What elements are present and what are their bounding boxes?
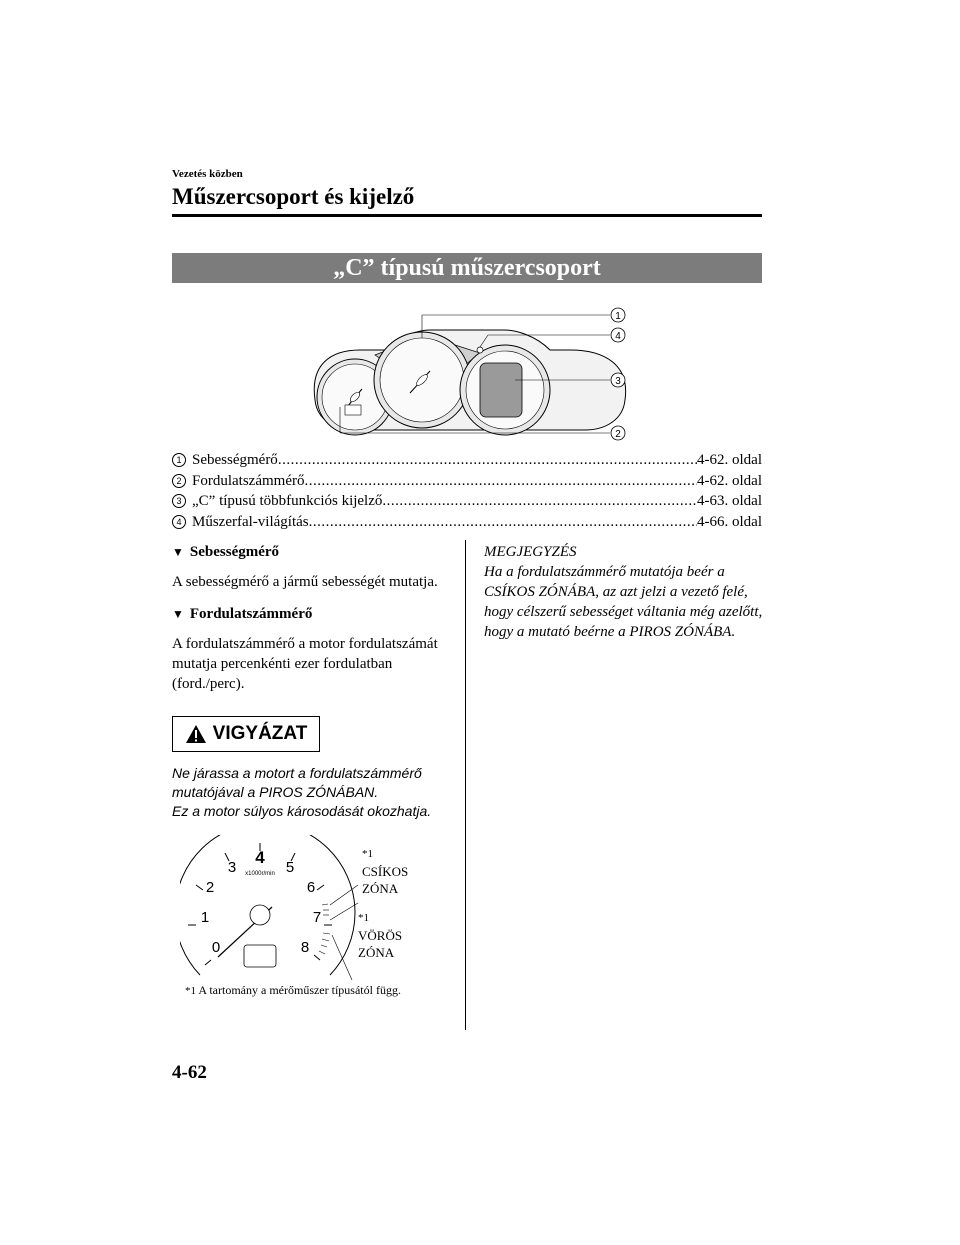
index-label: Fordulatszámmérő [192,472,305,489]
index-label: Műszerfal-világítás [192,513,309,530]
index-row [172,493,762,514]
tachometer-heading [172,604,457,624]
zone-footnote-mark: *1 [362,848,373,860]
tachometer-heading-text: Fordulatszámmérő [189,606,313,622]
note-block [484,542,769,642]
leader-dots [278,452,697,469]
left-column [172,542,457,706]
leader-dots [304,473,697,490]
warning-line-2: Ez a motor súlyos károsodását okozhatja. [172,803,432,819]
tachometer-diagram [180,835,380,985]
zone-footnote-mark: *1 [358,912,369,924]
footnote-text: A tartomány a mérőműszer típusától függ. [198,983,401,997]
speedometer-heading-text: Sebességmérő [189,544,280,560]
callout-3: 3 [615,376,621,387]
warning-text [172,764,457,821]
gauge-footnote [185,983,401,998]
leader-dots [382,493,697,510]
tick-4: 4 [255,848,265,867]
footnote-mark: *1 [185,985,196,997]
zone-label-line: CSÍKOS [362,864,409,879]
index-label: Sebességmérő [192,452,278,468]
note-text: Ha a fordulatszámmérő mutatója beér a CSÍKOS ZÓNÁBA, az azt jelzi a vezető felé, hogy célszerű sebességet váltania még azelőtt, hogy a mutató beérne a PIROS ZÓNÁBA. [484,564,763,640]
column-divider [465,540,466,1030]
triangle-down-icon: ▼ [172,545,184,559]
zone-label-line: ZÓNA [358,945,395,960]
callout-2: 2 [615,429,621,440]
striped-zone-label [362,846,408,897]
tick-7: 7 [312,909,322,926]
index-label: „C” típusú többfunkciós kijelző [192,493,383,509]
page-number: 4-62 [172,1062,207,1083]
red-zone-label [358,910,402,961]
index-number: 4 [172,515,186,529]
callout-1: 1 [615,311,621,322]
warning-line-1: Ne járassa a motort a fordulatszámmérő mutatójával a PIROS ZÓNÁBAN. [172,765,422,800]
component-index [172,452,762,534]
instrument-cluster-diagram [305,305,635,445]
warning-label: VIGYÁZAT [212,723,308,744]
tick-6: 6 [306,879,316,896]
index-number: 2 [172,474,186,488]
index-number: 1 [172,453,186,467]
triangle-down-icon: ▼ [172,607,184,621]
zone-label-line: VÖRÖS [358,928,403,943]
page-title: Műszercsoport és kijelző [172,184,415,209]
index-row [172,473,762,494]
index-page: 4-62. oldal [697,452,762,468]
warning-icon [185,724,207,744]
section-label: Vezetés közben [172,168,243,180]
index-page: 4-62. oldal [697,472,762,489]
index-page: 4-66. oldal [697,513,762,530]
index-row [172,452,762,473]
tick-5: 5 [285,859,295,876]
warning-badge [172,716,320,752]
leader-dots [309,514,697,531]
tick-2: 2 [205,879,215,896]
tick-8: 8 [300,939,310,956]
tick-3: 3 [227,859,237,876]
speedometer-heading [172,542,457,562]
section-banner: „C” típusú műszercsoport [172,253,762,283]
tick-0: 0 [211,939,221,956]
gauge-unit: x1000r/min [245,871,275,877]
title-rule [172,214,762,217]
callout-4: 4 [615,331,621,342]
index-row [172,514,762,535]
zone-label-line: ZÓNA [362,881,399,896]
speedometer-text: A sebességmérő a jármű sebességét mutatja. [172,574,438,590]
tachometer-text: A fordulatszámmérő a motor fordulatszámát mutatja percenkénti ezer fordulatban (ford./perc). [172,636,438,692]
tick-1: 1 [200,909,210,926]
index-number: 3 [172,494,186,508]
index-page: 4-63. oldal [697,493,762,509]
note-heading: MEGJEGYZÉS [484,544,577,560]
